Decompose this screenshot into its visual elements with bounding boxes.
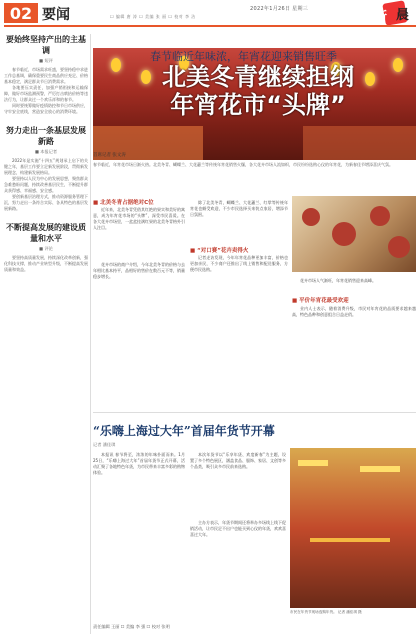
section-title: 要闻 [42,7,70,23]
left-article-1-title: 要始终坚持产出的主基调 [6,35,86,55]
lead-headline: 北美冬青继续担纲 年宵花市“头牌” [162,63,354,119]
section-divider [93,412,416,413]
page-header [0,0,420,32]
left-article-3 [4,222,88,273]
paragraph: 花卉市场人气渐旺，年宵花销售迎来高峰。 [300,278,376,283]
paragraph: 同时要统筹做好疫情防控和节日市场供应，守牢安全底线，营造安全放心的消费环境。 [4,103,88,114]
paragraph: 春节临近，市场需求旺盛，要坚持稳中求进工作总基调，确保重要民生商品供应充足、价格基本稳定，满足群众节日消费需求。 [4,67,88,84]
paragraph: 要坚持高质量发展，持续深化改革创新，强化科技支撑，推动产业转型升级，不断提高发展质量和效益。 [4,255,88,272]
left-article-1 [4,34,88,115]
paragraph: 本报讯 春节将至，浓浓的年味扑面而来。1月25日，“乐嗨上海过大年”首届年货节正式开幕，活动汇聚了各地特色年货，为市民带来丰富多彩的购物体验。 [93,452,185,475]
paragraph: 各地要压实责任，加强产销衔接和运输保障，做好市场监测预警，严厉打击哄抬价格等违法行为，让群众过一个欢乐祥和的春节。 [4,85,88,102]
lead-byline: 首席记者 张文涛 [93,153,126,158]
flower-photo [292,196,416,272]
paragraph: 花卉市场的商户介绍，今年北美冬青的价格与去年相比基本持平，品相好的售价在数百元不等，销量稳步增长。 [93,262,185,279]
lead-caption: 春节临近，年宵花市场日渐火热。北美冬青、蝴蝶兰、大花蕙兰等传统年宵花销售火爆，各大花卉市场人流如织，市民纷纷选购心仪的年宵花，为新春佳节增添喜庆气氛。 [93,162,393,167]
logo-char-left: 新 [374,10,388,25]
paragraph: 近年来，北美冬青凭借其红艳的果实和美好的寓意，成为年宵花市场的“头牌”，深受市民喜爱。在各大花卉市场里，一盆盆挂满红果的北美冬青格外引人注目。 [93,207,185,230]
page-number: 02 [4,3,38,23]
paragraph: 记者走访发现，今年年宵花品种更加丰富，价格也更加亲民，不少商户还推出了线上销售和配送服务，方便市民选购。 [190,255,288,272]
left-article-3-title: 不断提高发展的建设质量和水平 [6,223,86,243]
editor-info-line: ☐ 编辑 唐 涛 ☐ 美编 张 丽 ☐ 校对 李 洁 [110,14,196,19]
page-footer: 责任编辑 王丽 ☐ 美编 李 强 ☐ 校对 张明 [93,624,170,629]
lead-kicker: 春节临近年味浓，年宵花迎来销售旺季 [150,50,337,63]
subhead-1: ■ 北美冬青占据绝对C位 [93,198,154,206]
second-author: 记者 潘佳琪 [93,442,116,447]
column-divider [90,34,91,634]
left-column [4,34,88,634]
paragraph: 要坚持以人民为中心的发展思想，聚焦群众急难愁盼问题，持续改善基层民生，不断提升群众获得感、幸福感、安全感。 [4,176,88,193]
paragraph: 业内人士表示，随着消费升级，市民对年宵花的品质要求越来越高，特色品种和创意组合日益走俏。 [292,306,416,317]
left-article-3-author: ■ 评论 [39,246,53,251]
subhead-2: ■ “对口赛”花卉卖得火 [190,246,248,254]
left-article-2-title: 努力走出一条基层发展新路 [6,126,86,146]
paragraph: 本次年货节以“乐享年货、欢度新春”为主题，设置了多个特色展区，涵盖食品、服饰、家居、文创等多个品类，吸引众多市民前来选购。 [190,452,286,469]
paragraph: 要创新基层治理方式，推动资源服务管理下沉，努力走出一条符合实际、各具特色的基层发展新路。 [4,194,88,211]
shopping-photo-caption: 市民在年货节现场选购年货。 记者 潘佳琪 摄 [290,610,362,614]
subhead-3: ■ 平价年宵花最受欢迎 [292,296,349,304]
left-article-2-author: ■ 本报记者 [34,149,58,154]
second-headline: “乐嗨上海过大年”首届年货节开幕 [93,424,275,438]
logo-char-right: 晨 [396,8,410,23]
header-rule [4,25,416,27]
left-article-2 [4,125,88,212]
paragraph: 2022年是实施“十四五”规划承上启下的关键之年，基层工作要立足新发展阶段，贯彻新发展理念，构建新发展格局。 [4,158,88,175]
paragraph: 主办方表示，年货节期间还将举办多场线上线下促销活动，让市民足不出户也能买到心仪的年货，欢欢喜喜过大年。 [190,520,286,537]
paragraph: 除了北美冬青，蝴蝶兰、大花蕙兰、红掌等传统年宵花也颇受欢迎，不少市民选择买来装点家居，增添节日氛围。 [190,200,288,217]
date-line: 2022年1月26日 星期三 [250,6,309,12]
left-article-1-author: ■ 短评 [39,58,53,63]
shopping-photo [290,448,416,608]
